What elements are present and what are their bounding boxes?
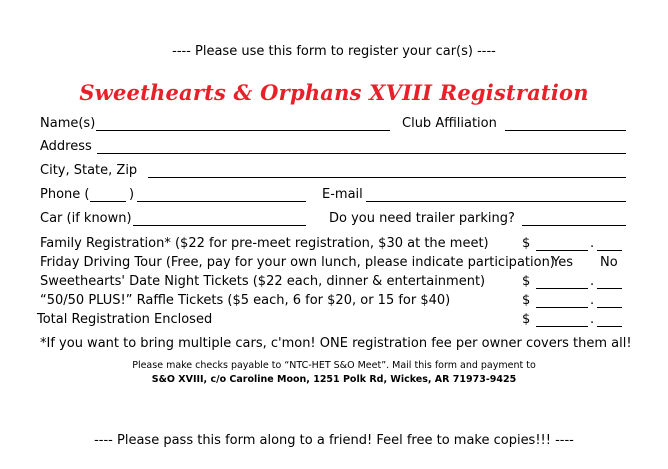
- phone-number-field[interactable]: [137, 201, 306, 202]
- decimal-point: .: [590, 312, 595, 327]
- club-label: Club Affiliation: [402, 116, 497, 131]
- city-field[interactable]: [148, 177, 626, 178]
- footnote: *If you want to bring multiple cars, c'mon! ONE registration fee per owner covers them all!: [40, 336, 632, 351]
- family-registration-label: Family Registration* ($22 for pre-meet registration, $30 at the meet): [40, 236, 489, 251]
- names-label: Name(s): [40, 116, 96, 131]
- top-note: ---- Please use this form to register your car(s) ----: [172, 44, 496, 59]
- family-dollars-field[interactable]: [536, 250, 588, 251]
- raffle-dollars-field[interactable]: [536, 307, 588, 308]
- total-currency: $: [522, 312, 531, 327]
- decimal-point: .: [590, 236, 595, 251]
- tour-yes-option[interactable]: Yes: [552, 255, 573, 270]
- payment-instructions: Please make checks payable to “NTC-HET S&O Meet”. Mail this form and payment to: [132, 360, 536, 371]
- tour-no-option[interactable]: No: [600, 255, 618, 270]
- date-night-label: Sweethearts' Date Night Tickets ($22 each, dinner & entertainment): [40, 274, 486, 289]
- family-currency: $: [522, 236, 531, 251]
- club-field[interactable]: [505, 130, 626, 131]
- email-field[interactable]: [366, 201, 626, 202]
- names-field[interactable]: [96, 130, 390, 131]
- phone-paren: ): [129, 187, 135, 202]
- form-title: Sweethearts & Orphans XVIII Registration: [79, 80, 589, 105]
- raffle-cents-field[interactable]: [597, 307, 622, 308]
- date-night-cents-field[interactable]: [597, 288, 622, 289]
- car-field[interactable]: [133, 225, 306, 226]
- bottom-note: ---- Please pass this form along to a friend! Feel free to make copies!!! ----: [94, 433, 574, 448]
- total-cents-field[interactable]: [597, 326, 622, 327]
- trailer-label: Do you need trailer parking?: [329, 211, 515, 226]
- driving-tour-label: Friday Driving Tour (Free, pay for your own lunch, please indicate participation): [40, 255, 555, 270]
- decimal-point: .: [590, 293, 595, 308]
- car-label: Car (if known): [40, 211, 132, 226]
- phone-label: Phone (: [40, 187, 90, 202]
- address-label: Address: [40, 139, 92, 154]
- total-dollars-field[interactable]: [536, 326, 588, 327]
- phone-area-code-field[interactable]: [90, 201, 126, 202]
- date-night-dollars-field[interactable]: [536, 288, 588, 289]
- date-night-currency: $: [522, 274, 531, 289]
- raffle-currency: $: [522, 293, 531, 308]
- family-cents-field[interactable]: [597, 250, 622, 251]
- raffle-label: “50/50 PLUS!” Raffle Tickets ($5 each, 6 for $20, or 15 for $40): [40, 293, 451, 308]
- decimal-point: .: [590, 274, 595, 289]
- trailer-field[interactable]: [522, 225, 626, 226]
- total-label: Total Registration Enclosed: [37, 312, 213, 327]
- email-label: E-mail: [322, 187, 363, 202]
- address-field[interactable]: [97, 153, 626, 154]
- mailing-address: S&O XVIII, c/o Caroline Moon, 1251 Polk Rd, Wickes, AR 71973-9425: [151, 374, 517, 385]
- city-label: City, State, Zip: [40, 163, 138, 178]
